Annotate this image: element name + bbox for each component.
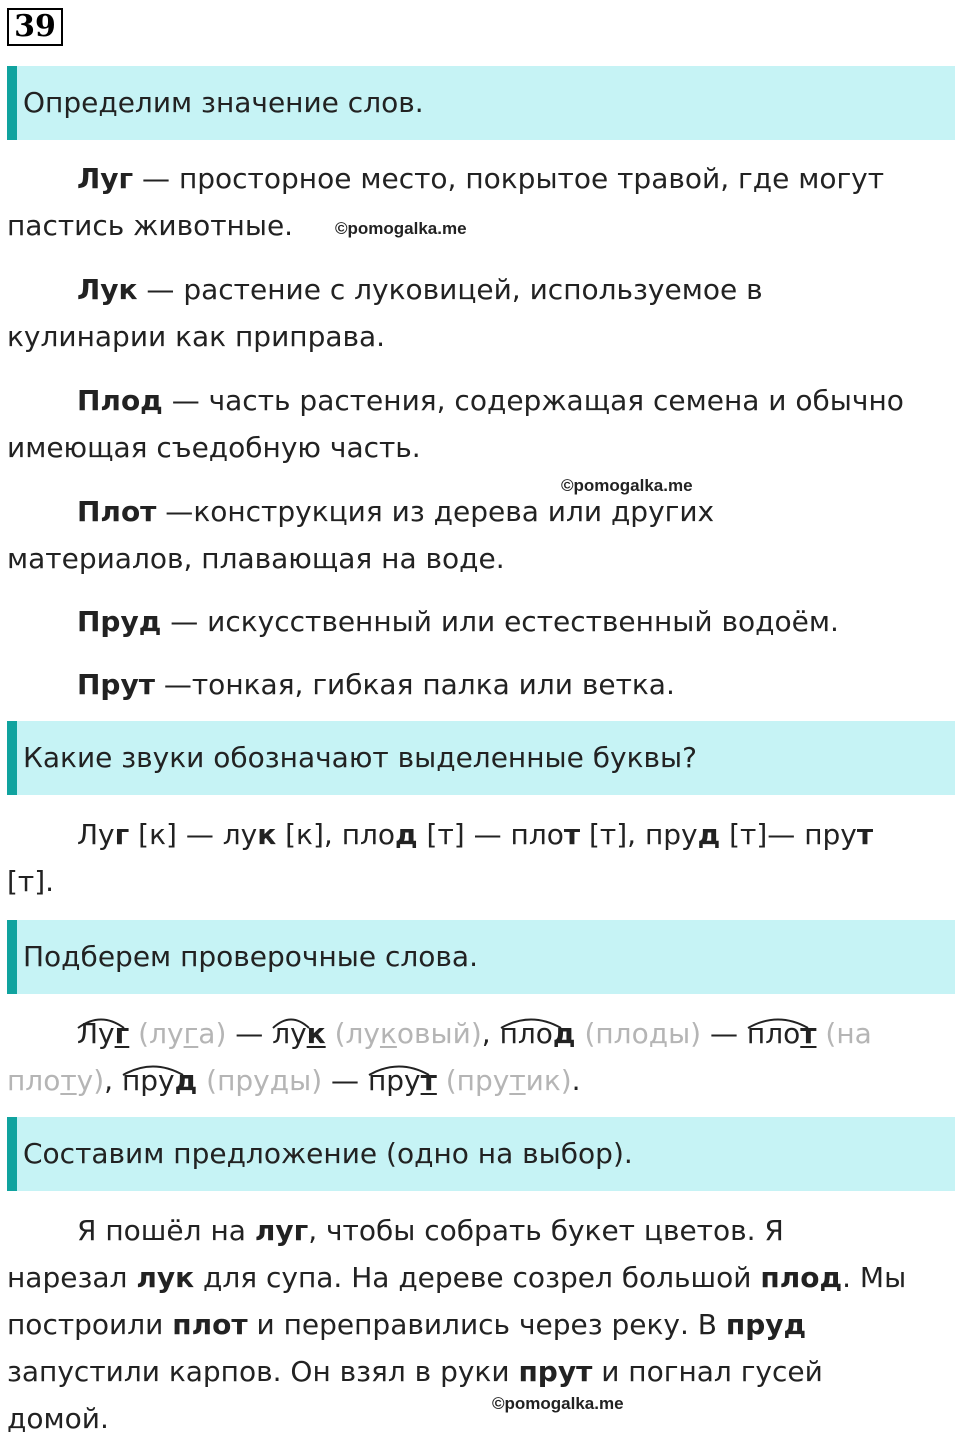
definition-luk: Лук — растение с луковицей, используемое в кулинарии как приправа. — [7, 273, 763, 353]
sentences-paragraph: Я пошёл на луг, чтобы собрать букет цветов. Я нарезал лук для супа. На дереве созрел большой плод. Мы построили плот и переправились через реку. В пруд запустили карпов. Он взял в руки прут и погнал гусей домой. — [7, 1214, 907, 1435]
root-arc-icon — [500, 1015, 562, 1029]
watermark: ©pomogalka.me — [335, 219, 467, 238]
sounds-paragraph: Луг [к] — лук [к], плод [т] — плот [т], пруд [т]— прут [т]. — [7, 818, 874, 898]
root-word: Луг — [77, 1017, 130, 1050]
section-banner-definitions: Определим значение слов. — [7, 66, 955, 140]
root-word: плод — [499, 1017, 576, 1050]
check-words-line-1: Луг (луга) — лук (луковый), плод (плоды) — плот (на — [7, 1010, 947, 1057]
task-number: 39 — [7, 8, 63, 46]
watermark: ©pomogalka.me — [492, 1394, 624, 1413]
watermark: ©pomogalka.me — [561, 476, 693, 495]
root-arc-icon — [747, 1015, 809, 1029]
section-banner-sounds: Какие звуки обозначают выделенные буквы? — [7, 721, 955, 795]
root-word: плот — [746, 1017, 817, 1050]
definition-prut: Прут —тонкая, гибкая палка или ветка. — [77, 668, 675, 701]
root-arc-icon — [122, 1062, 184, 1076]
root-word: пруд — [121, 1064, 198, 1097]
definition-plot: Плот —конструкция из дерева или других материалов, плавающая на воде. — [7, 495, 715, 575]
root-arc-icon — [272, 1015, 310, 1029]
section-banner-sentences: Составим предложение (одно на выбор). — [7, 1117, 955, 1191]
section-banner-checks: Подберем проверочные слова. — [7, 920, 955, 994]
root-word: лук — [272, 1017, 326, 1050]
root-word: прут — [367, 1064, 437, 1097]
check-words-line-2: плоту), пруд (пруды) — прут (прутик). — [7, 1057, 947, 1104]
root-arc-icon — [368, 1062, 430, 1076]
definition-plod: Плод — часть растения, содержащая семена и обычно имеющая съедобную часть. — [7, 384, 904, 464]
definition-lug: Луг — просторное место, покрытое травой, где могут пастись животные. — [7, 162, 885, 242]
definition-prud: Пруд — искусственный или естественный водоём. — [77, 605, 839, 638]
root-arc-icon — [77, 1015, 125, 1029]
